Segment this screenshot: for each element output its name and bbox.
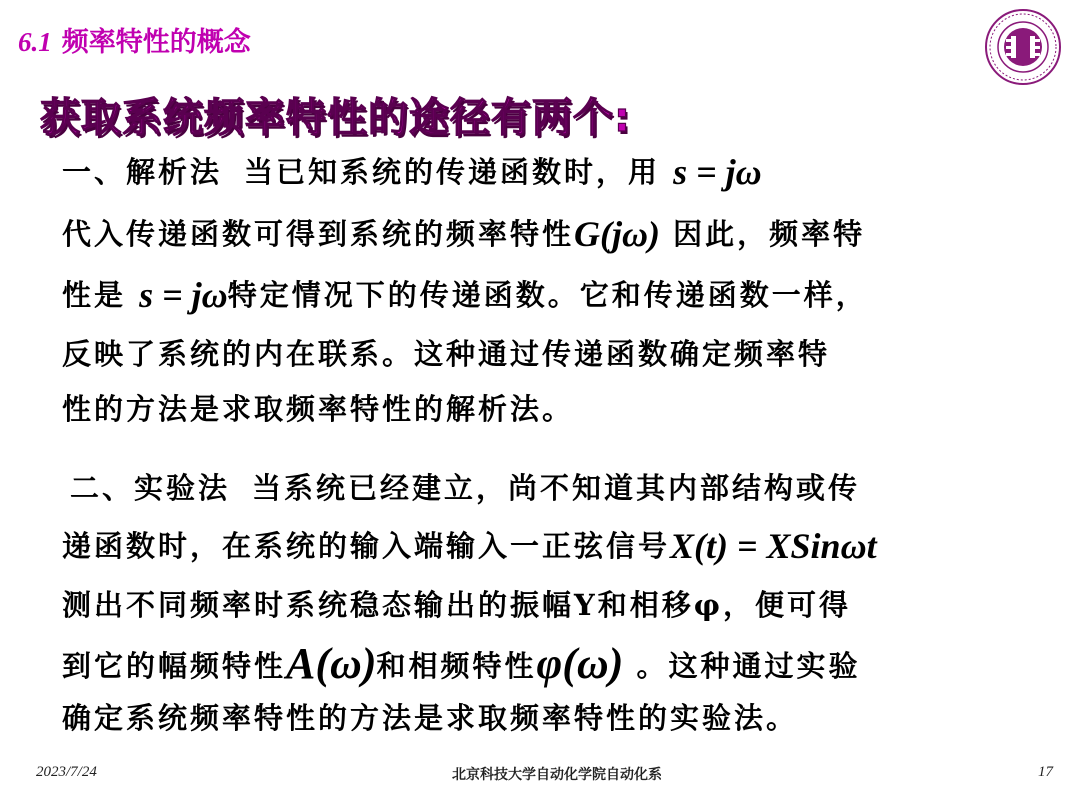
paragraph2-line4 — [62, 638, 861, 689]
paragraph1-line3-text-b: 特定情况下的传递函数。它和传递函数一样， — [227, 278, 868, 312]
paragraph1-line2-text-a: 代入传递函数可得到系统的频率特性 — [62, 217, 575, 251]
formula-g-jw: G(jω) — [574, 214, 661, 254]
method2-label: 二、实验法 — [70, 471, 231, 505]
slide-heading: 获取系统频率特性的途径有两个: — [40, 95, 631, 141]
paragraph1-line1 — [62, 150, 762, 193]
section-number: 6.1 — [18, 27, 52, 57]
paragraph2-line1 — [70, 466, 860, 507]
page-number: 17 — [1038, 764, 1053, 780]
formula-a-omega: A(ω) — [286, 639, 377, 688]
formula-s-eq-jw-2: s = jω — [139, 275, 228, 315]
footer-date: 2023/7/24 — [36, 764, 97, 780]
paragraph1-line3 — [62, 273, 868, 316]
paragraph1-line1-text: 当已知系统的传递函数时，用 — [244, 155, 661, 189]
paragraph2-line2 — [62, 524, 877, 567]
university-seal-icon — [984, 8, 1062, 86]
paragraph2-line4-text-c: 。这种通过实验 — [636, 649, 861, 683]
formula-sine-input: X(t) = XSinωt — [670, 526, 877, 566]
section-title-text: 频率特性的概念 — [61, 27, 251, 58]
footer-organization: 北京科技大学自动化学院自动化系 — [452, 767, 662, 783]
paragraph1-line4: 反映了系统的内在联系。这种通过传递函数确定频率特 — [62, 337, 831, 371]
paragraph2-line1-text: 当系统已经建立，尚不知道其内部结构或传 — [252, 471, 861, 505]
paragraph1-line2-text-b: 因此，频率特 — [673, 217, 866, 251]
paragraph2-line3: 测出不同频率时系统稳态输出的振幅Y和相移φ，便可得 — [62, 588, 851, 622]
paragraph1-line2 — [62, 212, 865, 255]
formula-phi-omega: φ(ω) — [536, 639, 624, 688]
paragraph2-line5: 确定系统频率特性的方法是求取频率特性的实验法。 — [62, 701, 799, 735]
paragraph2-line4-text-b: 和相频特性 — [376, 649, 537, 683]
paragraph1-line3-text-a: 性是 — [62, 278, 127, 312]
paragraph2-line2-text: 递函数时，在系统的输入端输入一正弦信号 — [62, 529, 671, 563]
paragraph2-line4-text-a: 到它的幅频特性 — [62, 649, 287, 683]
formula-s-eq-jw: s = jω — [673, 152, 762, 192]
method1-label: 一、解析法 — [62, 155, 223, 189]
paragraph1-line5: 性的方法是求取频率特性的解析法。 — [62, 392, 575, 426]
section-title — [18, 20, 251, 59]
